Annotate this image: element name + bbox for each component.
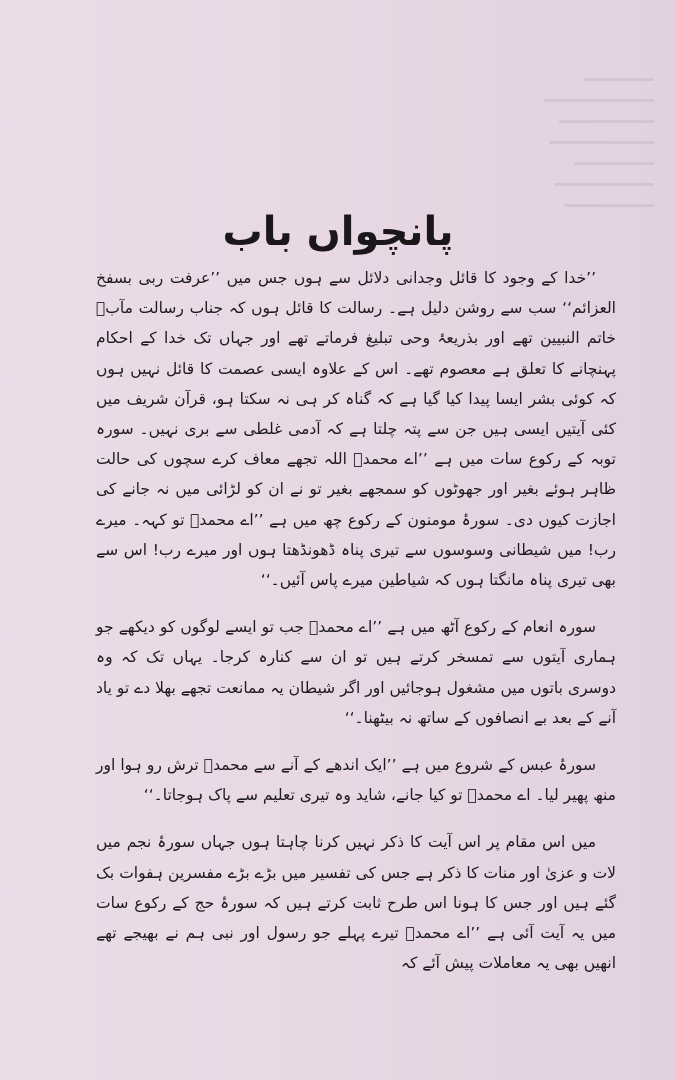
paragraph: سورۂ عبس کے شروع میں ہے ’’ایک اندھے کے آنے سے محمدؐ ترش رو ہوا اور منھ پھیر لیا۔ اے محمدؐ تو کیا جانے، شاید وہ تیری تعلیم سے پاک ہوجاتا۔‘‘ <box>96 756 616 805</box>
chapter-body <box>96 263 616 978</box>
paragraph: سورہ انعام کے رکوع آٹھ میں ہے ’’اے محمدؐ جب تو ایسے لوگوں کو دیکھے جو ہماری آیتوں سے تمسخر کرتے ہیں تو ان سے کنارہ کرجا۔ یہاں تک کہ وہ دوسری باتوں میں مشغول ہوجائیں اور اگر شیطان یہ ممانعت تجھے بھلا دے تو یاد آنے کے بعد بے انصافوں کے ساتھ نہ بیٹھنا۔‘‘ <box>96 618 616 727</box>
chapter-title: پانچواں باب <box>222 208 454 255</box>
paragraph: ’’خدا کے وجود کا قائل وجدانی دلائل سے ہوں جس میں ’’عرفت ربی بسفخ العزائم‘‘ سب سے روشن دلیل ہے۔ رسالت کا قائل ہوں کہ جناب رسالت مآبؐ خاتم النبیین تھے اور بذریعۂ وحی تبلیغ فرماتے تھے اور جہاں تک خدا کے احکام پہنچانے کا تعلق ہے معصوم تھے۔ اس کے علاوہ ایسی عصمت کا قائل نہیں ہوں کہ کوئی بشر ایسا پیدا کیا گیا ہے کہ گناہ کر ہی نہ سکتا ہو، قرآن شریف میں کئی آیتیں ایسی ہیں جن سے پتہ چلتا ہے کہ آدمی غلطی سے بری نہیں۔ سورہ توبہ کے رکوع سات میں ہے ’’اے محمدؐ اللہ تجھے معاف کرے سچوں کی حالت ظاہر ہوئے بغیر اور جھوٹوں کو سمجھے بغیر تو نے ان کو لڑائی میں نہ جانے کی اجازت کیوں دی۔ سورۂ مومنون کے رکوع چھ میں ہے ’’اے محمدؐ تو کہہ۔ میرے رب! میں شیطانی وسوسوں سے تیری پناہ ڈھونڈھتا ہوں اور میرے رب! اس سے بھی تیری پناہ مانگتا ہوں کہ شیاطین میرے پاس آئیں۔‘‘ <box>96 269 616 590</box>
paragraph: میں اس مقام پر اس آیت کا ذکر نہیں کرنا چاہتا ہوں جہاں سورۂ نجم میں لات و عزیٰ اور منات کا ذکر ہے جس کی تفسیر میں بڑے بڑے مفسرین ہفوات بک گئے ہیں اور جس کا ہونا اس طرح ثابت کرتے ہیں کہ سورۂ حج کے رکوع سات میں یہ آیت آئی ہے ’’اے محمدؐ تیرے پہلے جو رسول اور نبی ہم نے بھیجے تھے انھیں بھی یہ معاملات پیش آئے کہ <box>96 833 616 973</box>
